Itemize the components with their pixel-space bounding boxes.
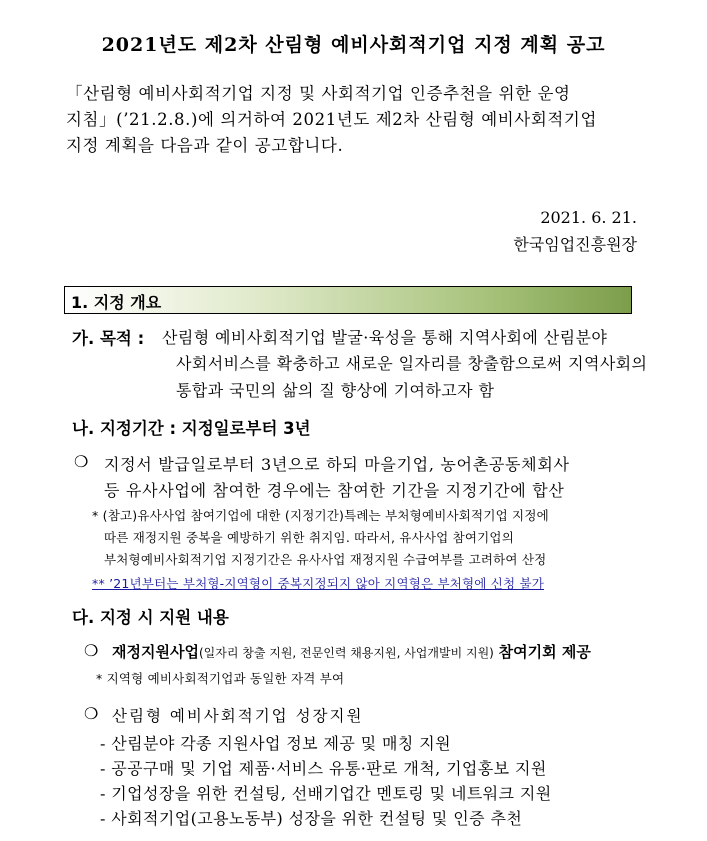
period-bullet-line-2: 등 유사사업에 참여한 경우에는 참여한 기간을 지정기간에 합산 — [104, 481, 565, 500]
intro-line-1: 「산림형 예비사회적기업 지정 및 사회적기업 인증추천을 위한 운영 — [66, 84, 571, 103]
announcement-date: 2021. 6. 21. — [540, 208, 637, 227]
period-bullet-line-1: 지정서 발급일로부터 3년으로 하되 마을기업, 농어촌공동체회사 — [104, 455, 570, 474]
period-heading: 나. 지정기간 : 지정일로부터 3년 — [72, 419, 311, 438]
support-item-2: 산림형 예비사회적기업 성장지원 — [112, 707, 364, 725]
purpose-label: 가. 목적 : — [72, 329, 145, 348]
period-note-line-2: 따른 재정지원 중복을 예방하기 위한 취지임. 따라서, 유사사업 참여기업의 — [104, 530, 514, 545]
period-note-2: ** ’21년부터는 부처형-지역형이 중복지정되지 않아 지역형은 부처형에 신청 불가 — [92, 576, 545, 591]
support-dash-3: - 기업성장을 위한 컨설팅, 선배기업간 멘토링 및 네트워크 지원 — [100, 784, 552, 803]
purpose-line-1: 산림형 예비사회적기업 발굴·육성을 통해 지역사회에 산림분야 — [162, 328, 608, 347]
intro-line-2: 지침」(’21.2.8.)에 의거하여 2021년도 제2차 산림형 예비사회적기업 — [66, 110, 597, 129]
purpose-line-2: 사회서비스를 확충하고 새로운 일자리를 창출함으로써 지역사회의 — [176, 354, 648, 373]
section-title: 1. 지정 개요 — [71, 293, 162, 312]
support-item-1-note: * 지역형 예비사회적기업과 동일한 자격 부여 — [96, 671, 345, 686]
hollow-circle-bullet-icon: ❍ — [74, 452, 89, 471]
period-note-line-1: * (참고)유사사업 참여기업에 대한 (지정기간)특례는 부처형예비사회적기업 지정에 — [92, 508, 549, 523]
hollow-circle-bullet-icon: ❍ — [84, 641, 99, 660]
period-note-line-3: 부처형예비사회적기업 지정기간은 유사사업 재정지원 수급여부를 고려하여 산정 — [104, 552, 547, 567]
purpose-line-3: 통합과 국민의 삶의 질 향상에 기여하고자 함 — [176, 381, 495, 400]
section-header-bar — [64, 286, 632, 314]
support-dash-4: - 사회적기업(고용노동부) 성장을 위한 컨설팅 및 인증 추천 — [100, 809, 523, 828]
support-item-1-tail: 참여기회 제공 — [498, 643, 591, 661]
hollow-circle-bullet-icon: ❍ — [84, 704, 99, 723]
support-item-1-paren: (일자리 창출 지원, 전문인력 채용지원, 사업개발비 지원) — [198, 646, 494, 660]
support-dash-1: - 산림분야 각종 지원사업 정보 제공 및 매칭 지원 — [100, 734, 451, 753]
support-item-1-bold: 재정지원사업 — [112, 643, 199, 661]
support-dash-2: - 공공구매 및 기업 제품·서비스 유통·판로 개척, 기업홍보 지원 — [100, 759, 547, 778]
issuer-name: 한국임업진흥원장 — [513, 235, 637, 254]
support-heading: 다. 지정 시 지원 내용 — [72, 608, 229, 627]
support-item-1 — [112, 641, 591, 662]
intro-line-3: 지정 계획을 다음과 같이 공고합니다. — [66, 136, 344, 155]
page-title: 2021년도 제2차 산림형 예비사회적기업 지정 계획 공고 — [101, 34, 606, 56]
